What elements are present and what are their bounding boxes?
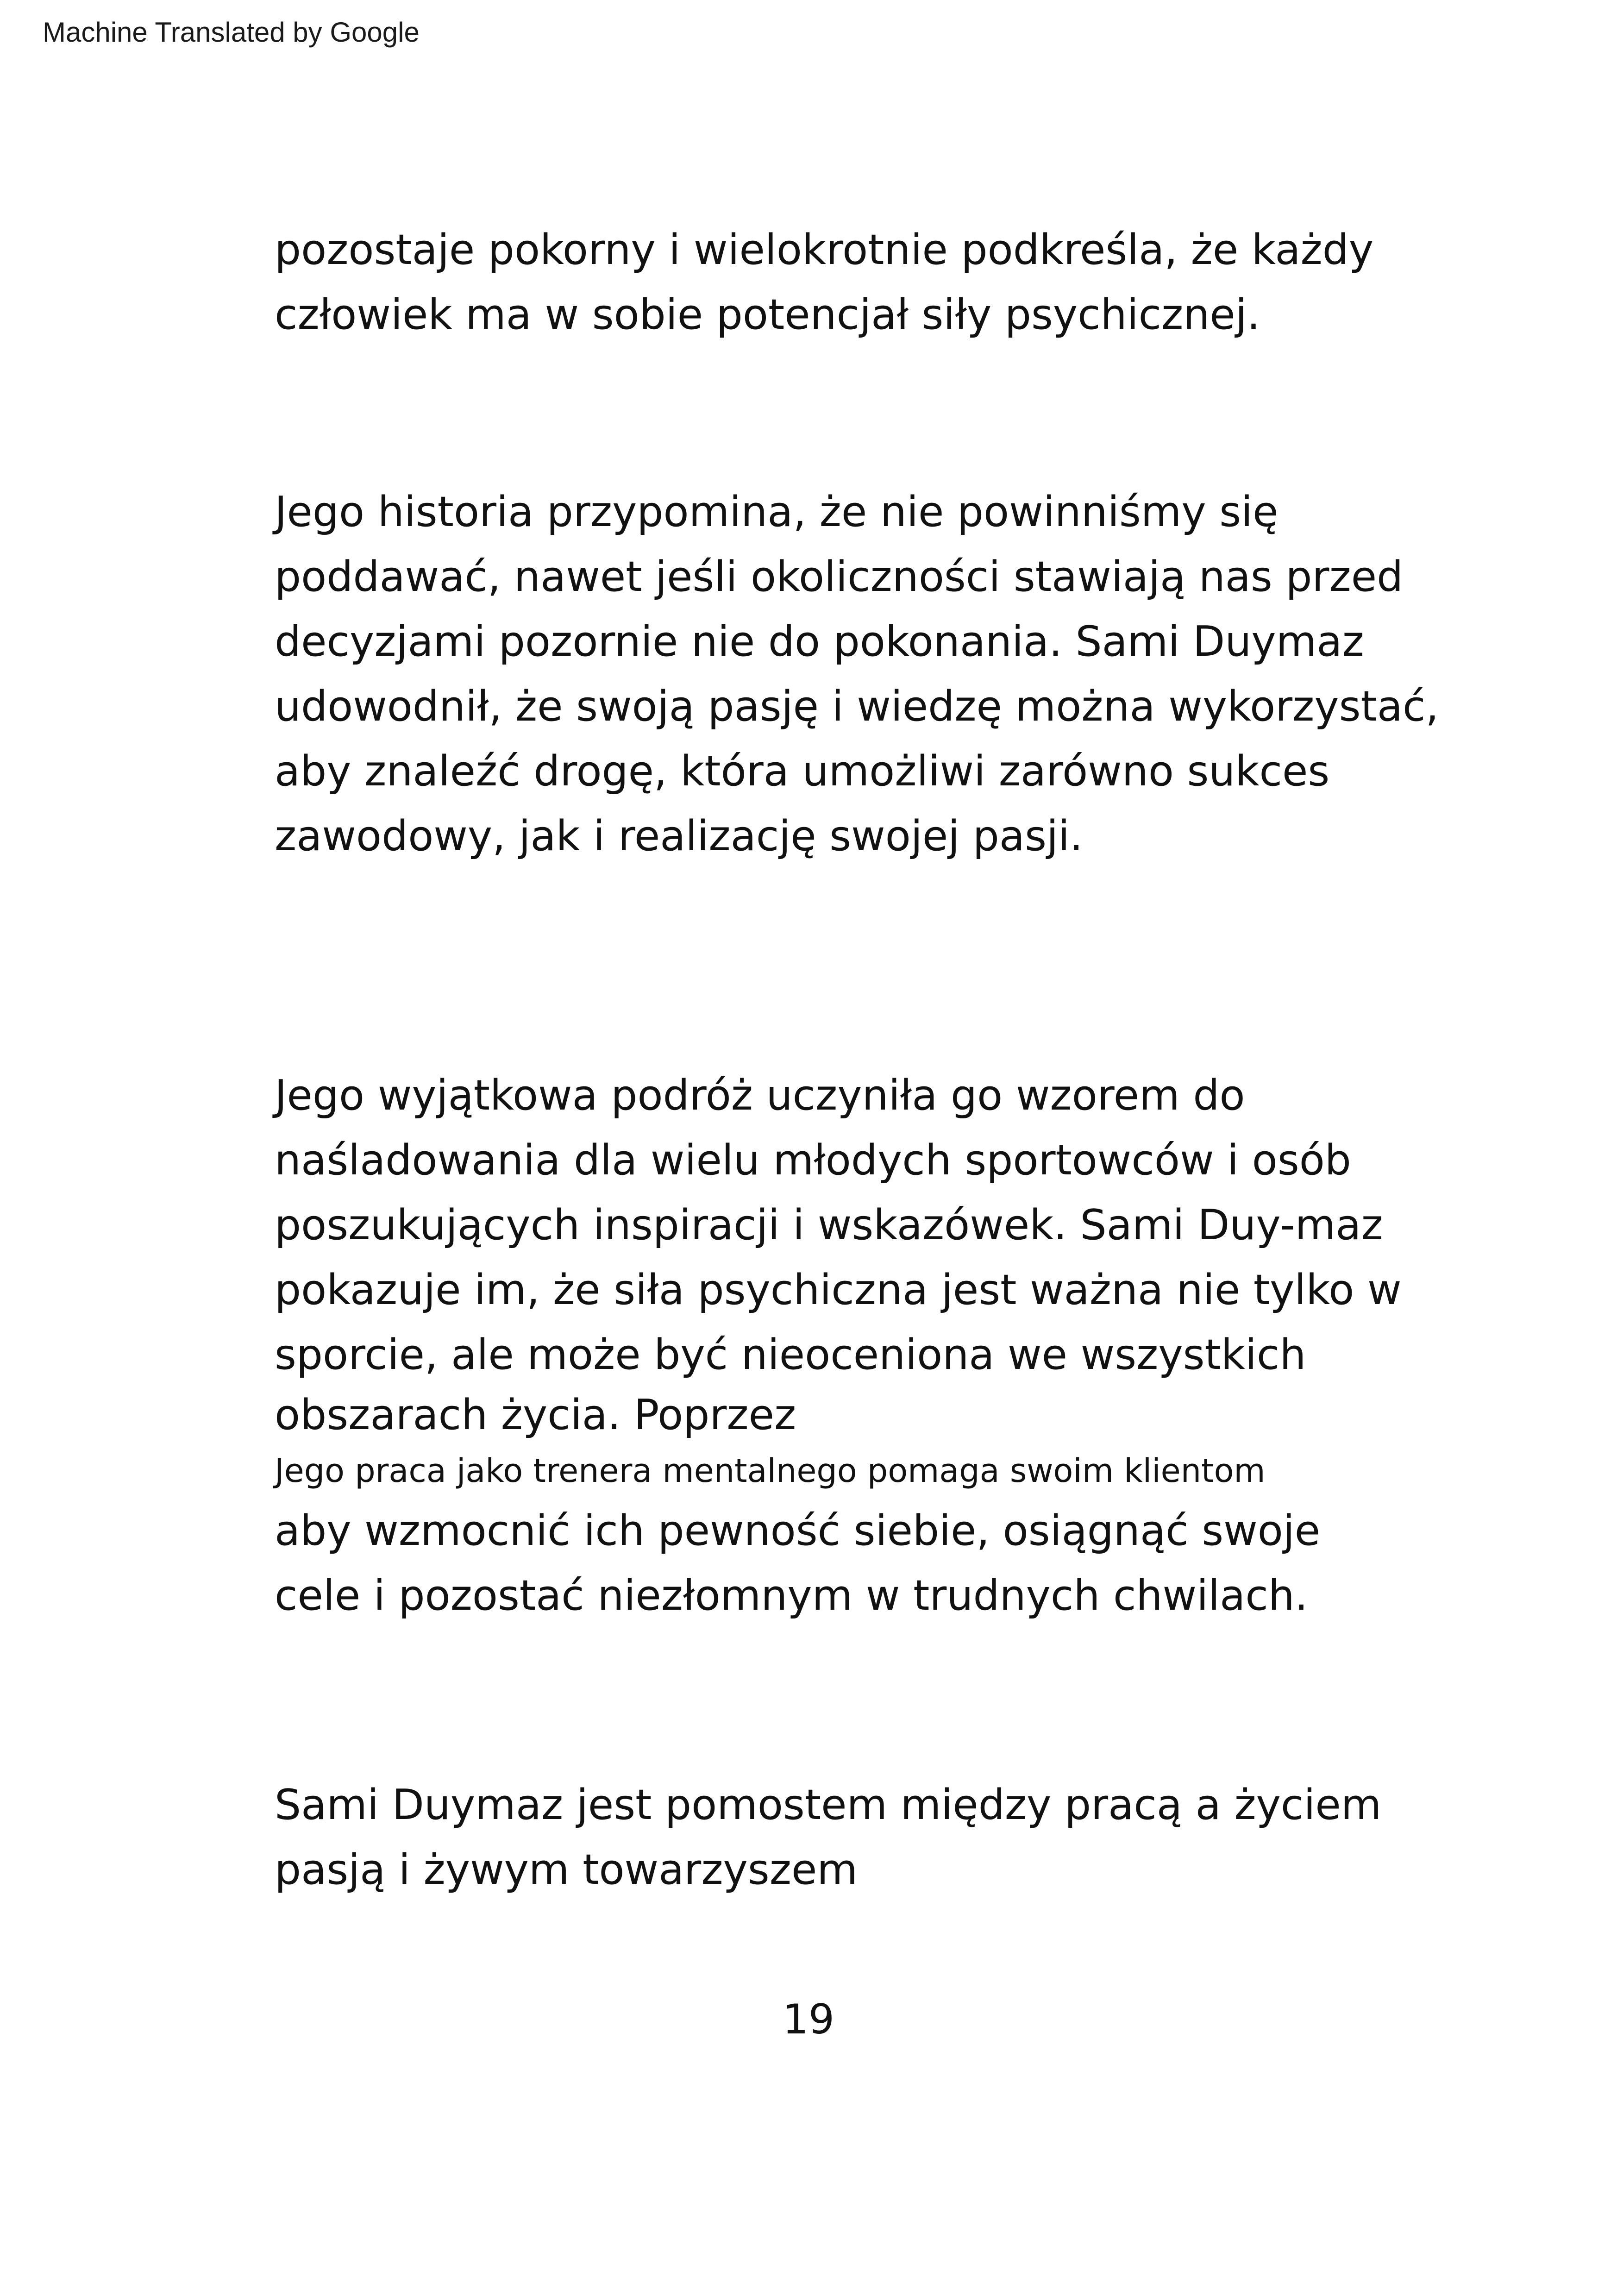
page-number: 19: [783, 1995, 834, 2043]
text-line: cele i pozostać niezłomnym w trudnych chwilach.: [275, 1571, 1308, 1620]
paragraph-2: [275, 480, 1442, 869]
text-line: aby wzmocnić ich pewność siebie, osiągnąć swoje: [275, 1506, 1321, 1555]
text-line: naśladowania dla wielu młodych sportowców i osób: [275, 1136, 1351, 1185]
text-line: poddawać, nawet jeśli okoliczności stawiają nas przed: [275, 552, 1404, 601]
text-line: poszukujących inspiracji i wskazówek. Sami Duy-maz: [275, 1201, 1383, 1249]
text-line: obszarach życia. Poprzez: [275, 1391, 796, 1439]
text-line: sporcie, ale może być nieoceniona we wszystkich: [275, 1330, 1306, 1379]
paragraph-4: [275, 1773, 1442, 1902]
text-line: pozostaje pokorny i wielokrotnie podkreśla, że każdy: [275, 226, 1374, 274]
text-line: Jego wyjątkowa podróż uczyniła go wzorem do: [275, 1071, 1245, 1120]
text-line: pasją i żywym towarzyszem: [275, 1845, 858, 1894]
text-line: Sami Duymaz jest pomostem między pracą a życiem: [275, 1781, 1382, 1829]
paragraph-1: [275, 218, 1442, 347]
text-line-small: Jego praca jako trenera mentalnego pomaga swoim klientom: [275, 1452, 1266, 1490]
text-line: udowodnił, że swoją pasję i wiedzę można wykorzystać,: [275, 682, 1439, 731]
text-line: zawodowy, jak i realizację swojej pasji.: [275, 812, 1083, 860]
paragraph-3: [275, 1063, 1442, 1628]
text-line: aby znaleźć drogę, która umożliwi zarówno sukces: [275, 747, 1330, 796]
text-line: pokazuje im, że siła psychiczna jest ważna nie tylko w: [275, 1266, 1402, 1314]
text-line: człowiek ma w sobie potencjał siły psychicznej.: [275, 290, 1260, 339]
text-line: Jego historia przypomina, że nie powinniśmy się: [275, 488, 1279, 536]
text-line: decyzjami pozornie nie do pokonania. Sami Duymaz: [275, 617, 1364, 666]
machine-translation-label: Machine Translated by Google: [43, 17, 420, 48]
